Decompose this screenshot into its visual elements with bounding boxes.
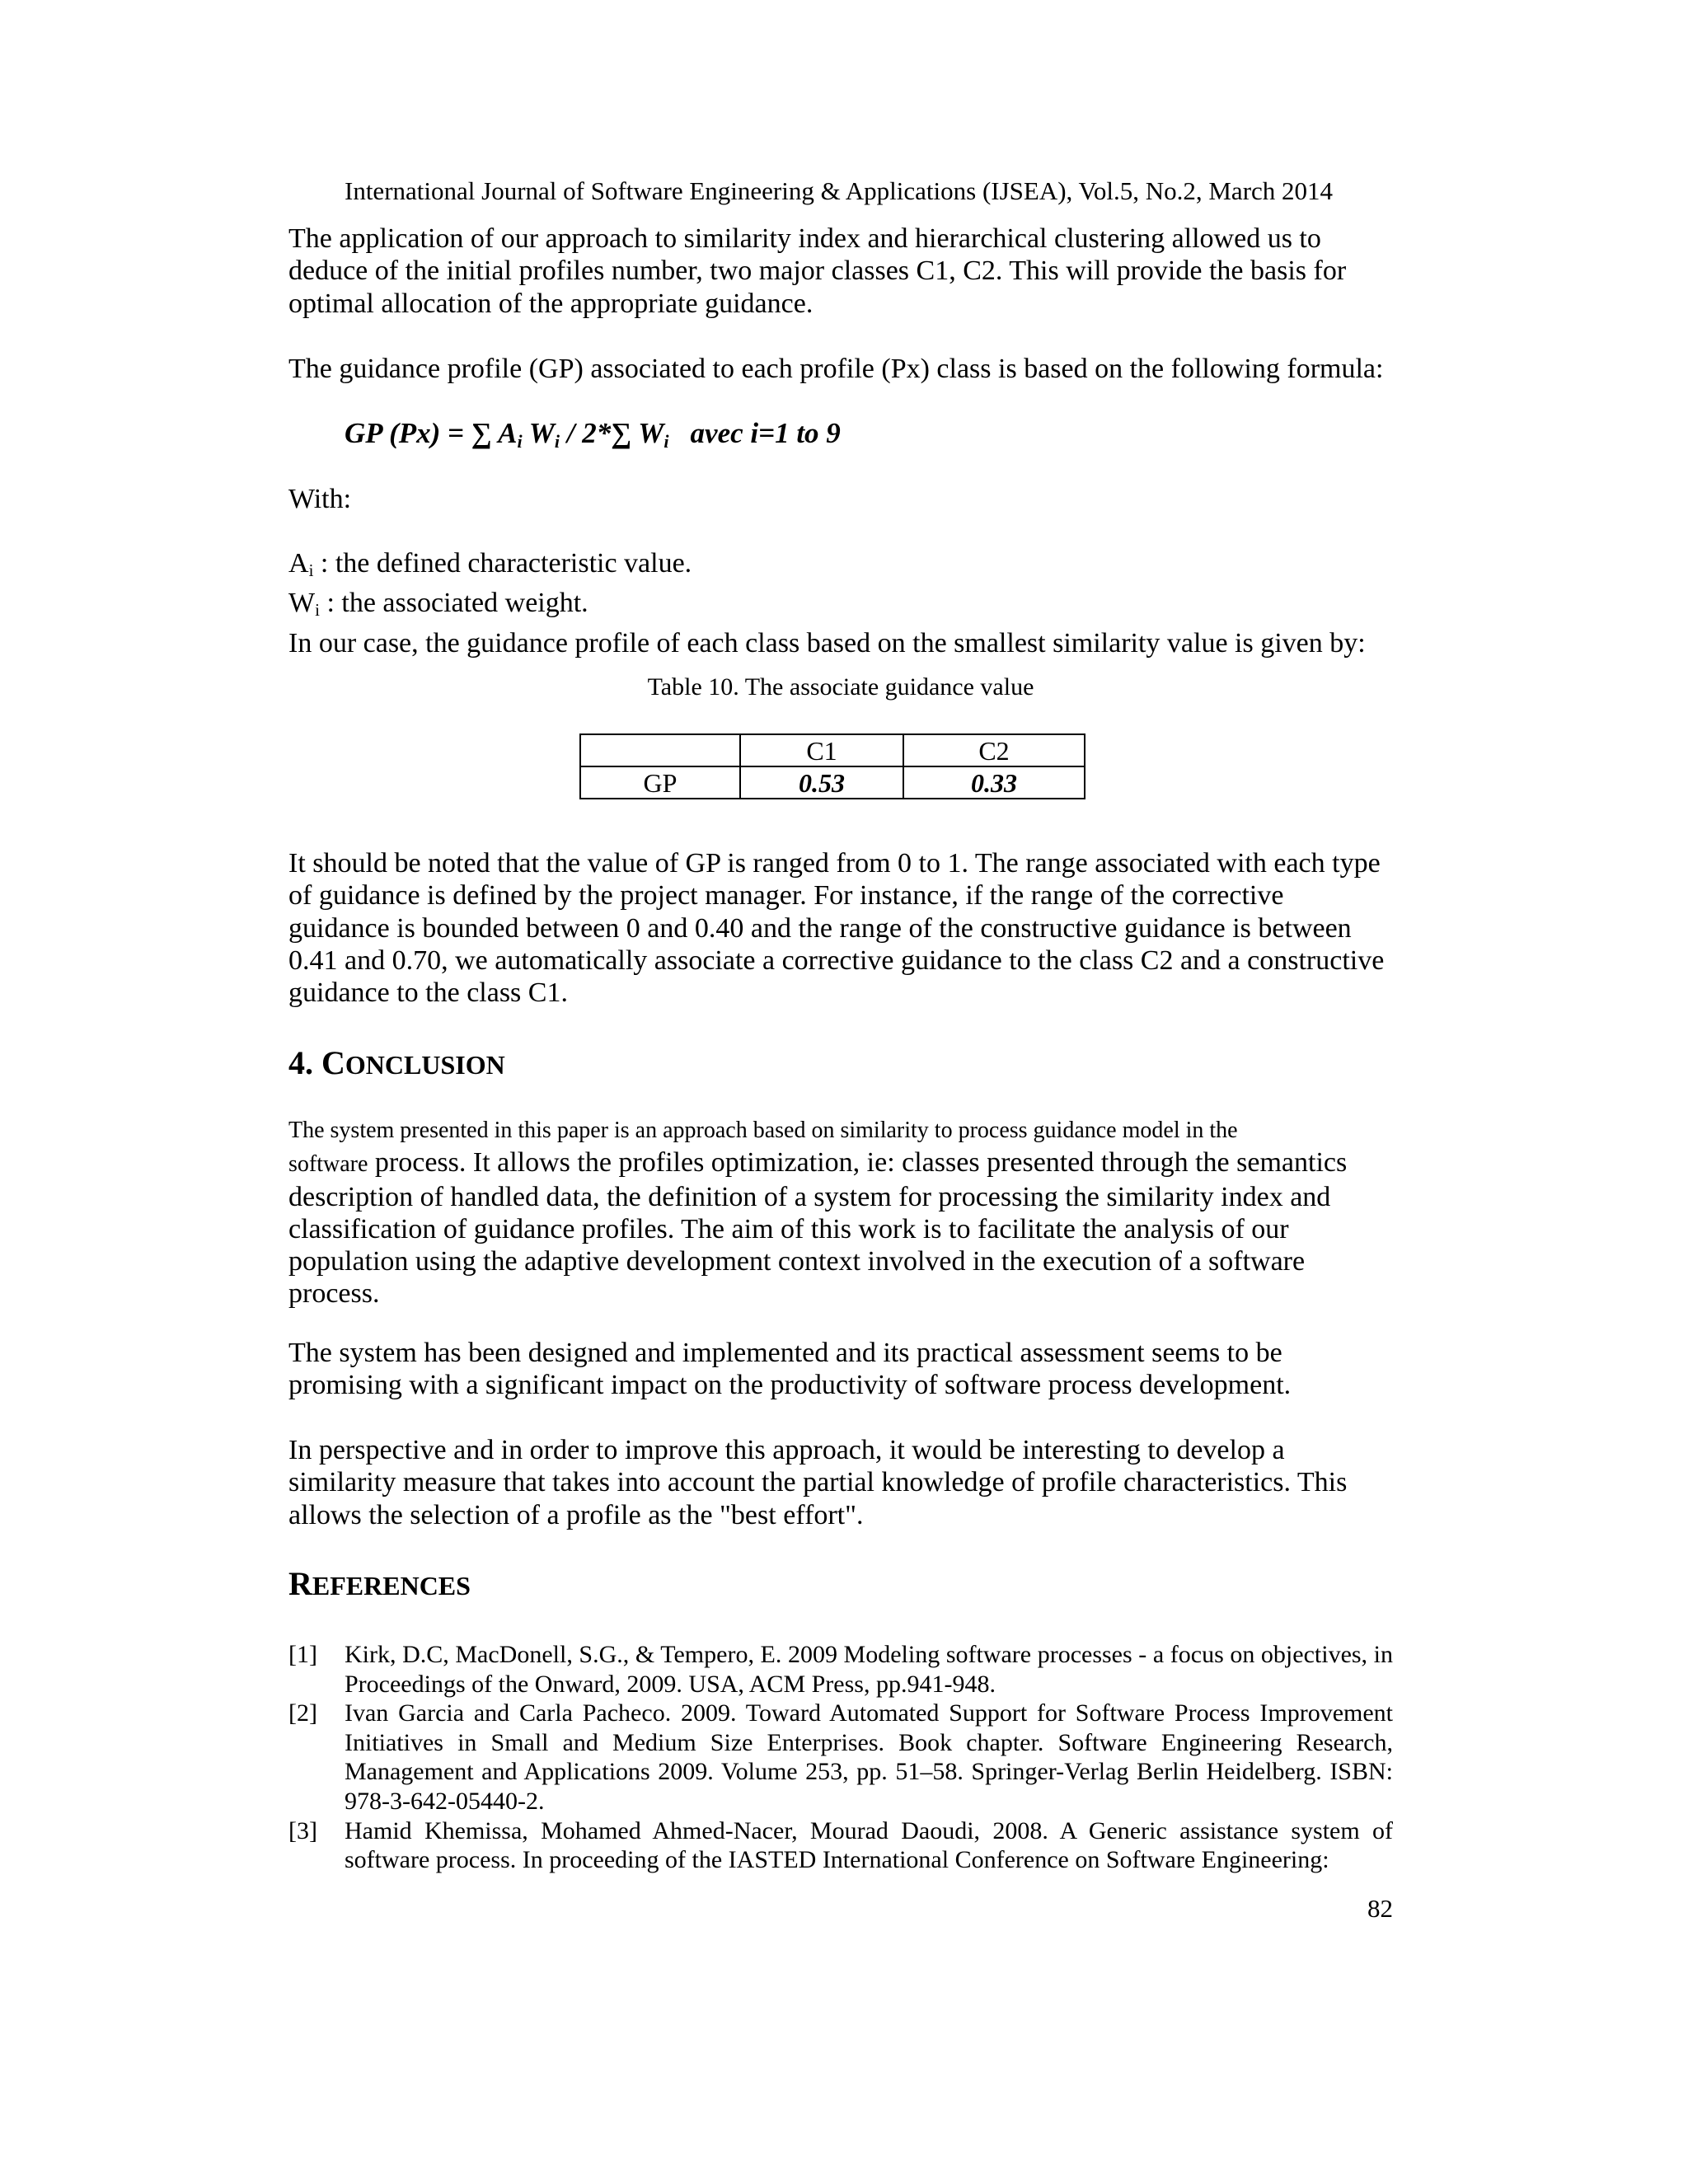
paragraph-conclusion-1 — [288, 1114, 1393, 1310]
table-cell: C2 — [903, 734, 1085, 766]
table-caption: Table 10. The associate guidance value — [647, 673, 1034, 701]
text-line: The system has been designed and implemented and its practical assessment seems to be — [288, 1338, 1282, 1368]
text-line: The application of our approach to similarity index and hierarchical clustering allowed us to — [288, 223, 1321, 254]
reference-text: Ivan Garcia and Carla Pacheco. 2009. Toward Automated Support for Software Process Improvement Initiatives in Small and Medium Size Enterprises. Book chapter. Software Engineering Research, Management and Applications 2009. Volume 253, pp. 51–58. Springer-Verlag Berlin Heidelberg. ISBN: 978-3-642-05440-2. — [345, 1699, 1393, 1815]
gp-formula — [345, 417, 841, 458]
text-line: guidance is bounded between 0 and 0.40 and the range of the constructive guidance is between — [288, 912, 1352, 944]
reference-text: Kirk, D.C, MacDonell, S.G., & Tempero, E. 2009 Modeling software processes - a focus on objectives, in Proceedings of the Onward, 2009. USA, ACM Press, pp.941-948. — [345, 1641, 1393, 1698]
definition-w: $W_i$ : the associated weight. — [288, 588, 588, 621]
text-line: process. — [288, 1278, 380, 1310]
table-row — [580, 766, 1085, 799]
definitions — [288, 547, 1393, 659]
paragraph-intro — [288, 223, 1393, 320]
table-cell: 0.53 — [740, 766, 903, 799]
reference-item — [288, 1816, 1393, 1875]
text-line: promising with a significant impact on the productivity of software process development. — [288, 1370, 1292, 1401]
text-line: of guidance is defined by the project manager. For instance, if the range of the corrective — [288, 880, 1284, 912]
with-label: With: — [288, 484, 352, 514]
paragraph-conclusion-3 — [288, 1434, 1393, 1531]
text-line: optimal allocation of the appropriate guidance. — [288, 288, 814, 319]
formula-weight: W — [522, 417, 555, 449]
text-line: classification of guidance profiles. The aim of this work is to facilitate the analysis of our — [288, 1213, 1289, 1244]
text-line: deduce of the initial profiles number, two major classes C1, C2. This will provide the basis for — [288, 255, 1347, 287]
reference-item — [288, 1640, 1393, 1699]
reference-number: [2] — [288, 1699, 317, 1727]
formula-subscript: i — [554, 431, 560, 452]
section-heading-conclusion: 4. CONCLUSION — [288, 1044, 505, 1081]
paragraph-formula-intro — [288, 353, 1393, 385]
section-heading-references: REFERENCES — [288, 1565, 471, 1602]
reference-number: [3] — [288, 1816, 317, 1844]
text-line: description of handled data, the definition of a system for processing the similarity index and — [288, 1181, 1331, 1212]
text-line: guidance to the class C1. — [288, 977, 568, 1009]
formula-lhs: GP (Px) = ∑ A — [345, 417, 518, 449]
table-cell — [580, 734, 740, 766]
reference-item — [288, 1699, 1393, 1816]
guidance-table — [579, 733, 1085, 799]
formula-subscript: i — [663, 431, 669, 452]
paragraph-conclusion-2 — [288, 1337, 1393, 1402]
text-line: population using the adaptive development context involved in the execution of a software — [288, 1246, 1306, 1277]
definition-case: In our case, the guidance profile of each class based on the smallest similarity value is given by: — [288, 627, 1366, 658]
text-line: allows the selection of a profile as the "best effort". — [288, 1499, 864, 1530]
reference-text: Hamid Khemissa, Mohamed Ahmed-Nacer, Mourad Daoudi, 2008. A Generic assistance system of software process. In proceeding of the IASTED International Conference on Software Engineering: — [345, 1816, 1393, 1874]
formula-denominator: / 2*∑ W — [560, 417, 664, 449]
text-line: software process. It allows the profiles optimization, ie: classes presented through the semantics — [288, 1147, 1348, 1179]
text-line: The system presented in this paper is an approach based on similarity to process guidance model in the — [288, 1118, 1238, 1143]
page-number: 82 — [1367, 1894, 1393, 1923]
table-header-row — [580, 734, 1085, 766]
text-line: In perspective and in order to improve this approach, it would be interesting to develop a — [288, 1435, 1285, 1465]
paragraph-gp-range — [288, 847, 1393, 1009]
reference-number: [1] — [288, 1641, 317, 1668]
text-line: It should be noted that the value of GP is ranged from 0 to 1. The range associated with each type — [288, 848, 1381, 879]
text-line: 0.41 and 0.70, we automatically associate a corrective guidance to the class C2 and a constructive — [288, 944, 1385, 976]
text-line: The guidance profile (GP) associated to each profile (Px) class is based on the following formula: — [288, 354, 1384, 384]
formula-range: avec i=1 to 9 — [690, 417, 841, 449]
table-cell: C1 — [740, 734, 903, 766]
table-cell: 0.33 — [903, 766, 1085, 799]
table-cell: GP — [580, 766, 740, 799]
reference-list — [288, 1640, 1393, 1875]
definition-a: $A_i$ : the defined characteristic value. — [288, 548, 692, 580]
running-header: International Journal of Software Engineering & Applications (IJSEA), Vol.5, No.2, March 2014 — [345, 176, 1334, 205]
formula-subscript: i — [517, 431, 523, 452]
text-line: similarity measure that takes into account the partial knowledge of profile characteristics. This — [288, 1467, 1348, 1498]
